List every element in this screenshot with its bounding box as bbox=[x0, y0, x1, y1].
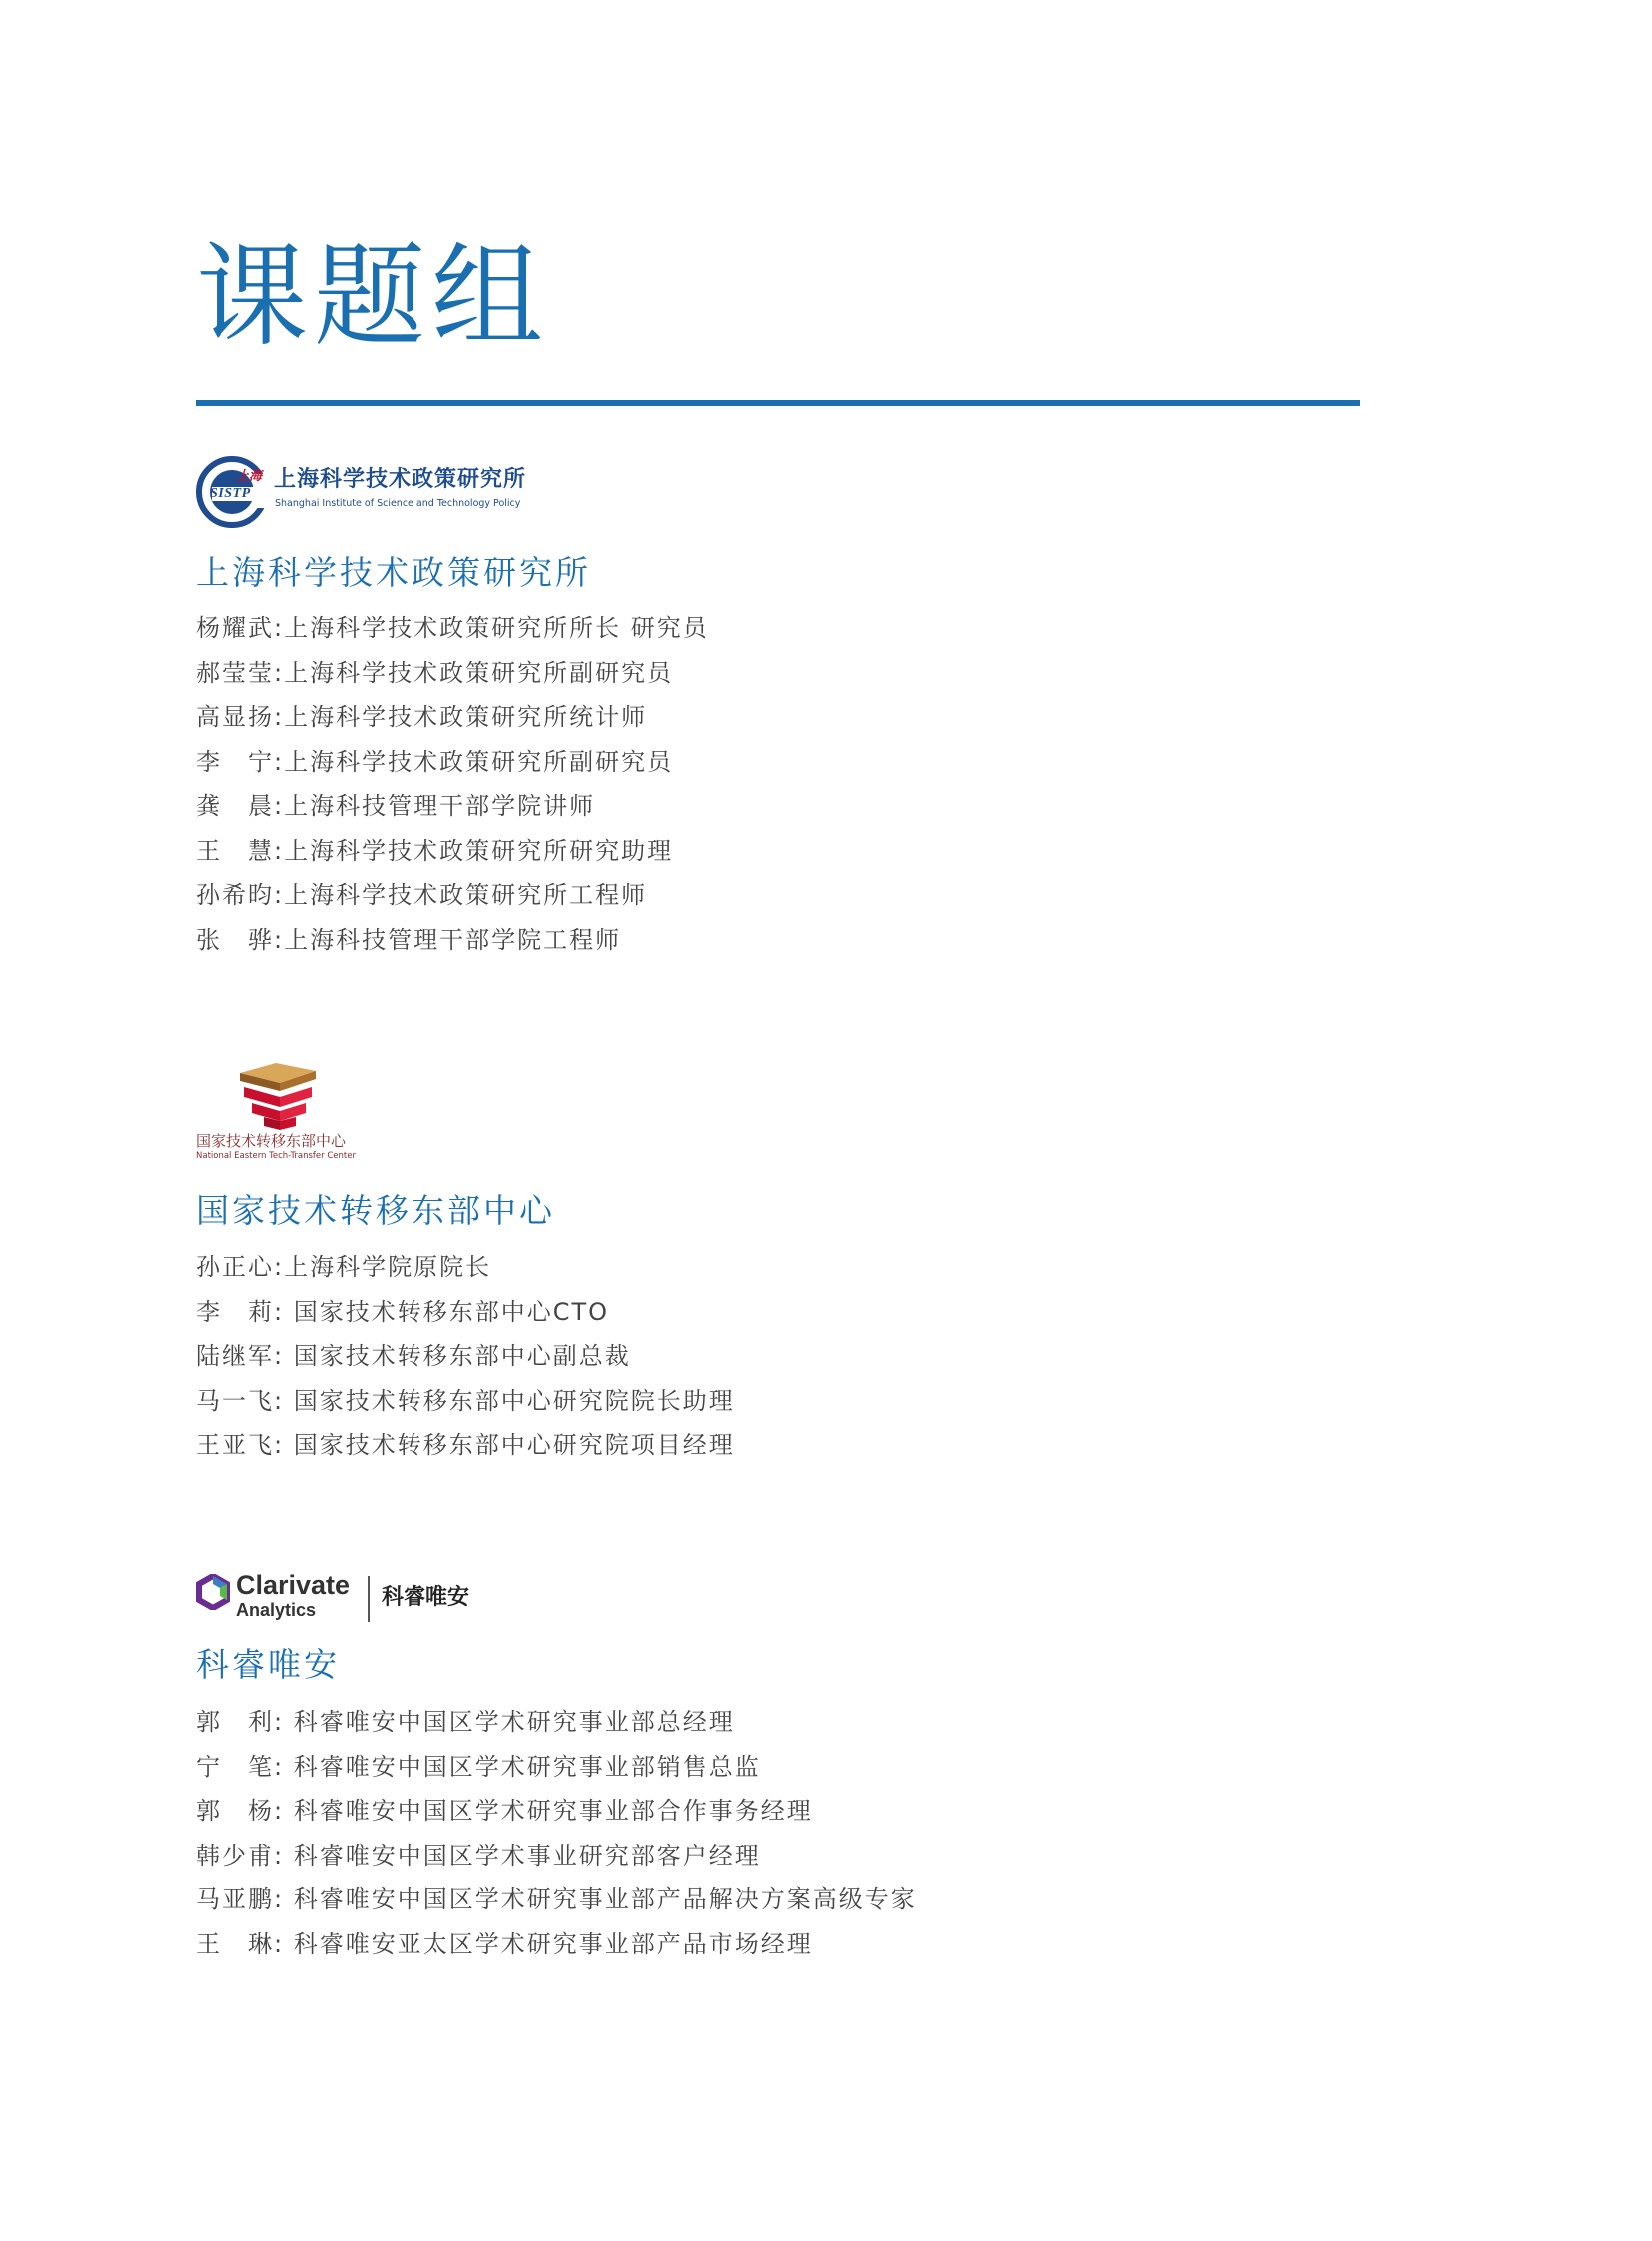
clarivate-brand: Clarivate bbox=[236, 1570, 351, 1600]
clarivate-name-cn: 科睿唯安 bbox=[382, 1585, 470, 1610]
section-heading: 科睿唯安 bbox=[196, 1645, 340, 1684]
member-item: 王 慧:上海科学技术政策研究所研究助理 bbox=[196, 836, 674, 865]
member-list bbox=[196, 1245, 735, 1468]
member-item: 张 骅:上海科技管理干部学院工程师 bbox=[196, 925, 622, 954]
member-item: 郭 利: 科睿唯安中国区学术研究事业部总经理 bbox=[196, 1708, 735, 1736]
member-item: 郝莹莹:上海科学技术政策研究所副研究员 bbox=[196, 658, 674, 687]
section-sistp bbox=[196, 454, 1294, 994]
member-item: 王亚飞: 国家技术转移东部中心研究院项目经理 bbox=[196, 1431, 735, 1459]
clarivate-logo bbox=[196, 1570, 495, 1626]
sistp-badge-abbr: SISTP bbox=[210, 486, 251, 501]
logo-divider bbox=[368, 1576, 370, 1622]
member-item: 李 宁:上海科学技术政策研究所副研究员 bbox=[196, 747, 674, 776]
member-list bbox=[196, 1700, 917, 1966]
clarivate-sub: Analytics bbox=[236, 1600, 317, 1620]
member-item: 杨耀武:上海科学技术政策研究所所长 研究员 bbox=[196, 614, 709, 642]
member-item: 马一飞: 国家技术转移东部中心研究院院长助理 bbox=[196, 1386, 735, 1415]
member-item: 马亚鹏: 科睿唯安中国区学术研究事业部产品解决方案高级专家 bbox=[196, 1885, 917, 1913]
member-item: 孙希昀:上海科学技术政策研究所工程师 bbox=[196, 881, 648, 909]
clarivate-mark-icon bbox=[196, 1574, 230, 1610]
title-divider bbox=[196, 400, 1360, 406]
nettc-logo bbox=[196, 1061, 396, 1170]
sistp-name-cn: 上海科学技术政策研究所 bbox=[274, 467, 527, 492]
section-heading: 上海科学技术政策研究所 bbox=[196, 553, 591, 592]
member-item: 李 莉: 国家技术转移东部中心CTO bbox=[196, 1297, 610, 1326]
member-item: 宁 笔: 科睿唯安中国区学术研究事业部销售总监 bbox=[196, 1752, 761, 1781]
member-item: 龚 晨:上海科技管理干部学院讲师 bbox=[196, 792, 596, 820]
member-item: 高显扬:上海科学技术政策研究所统计师 bbox=[196, 703, 648, 731]
sistp-logo bbox=[196, 454, 555, 530]
section-clarivate bbox=[196, 1570, 1294, 1989]
member-item: 孙正心:上海科学院原院长 bbox=[196, 1253, 492, 1281]
nettc-name-en: National Eastern Tech-Transfer Center bbox=[196, 1151, 356, 1161]
page-title: 课题组 bbox=[196, 232, 549, 362]
section-nettc bbox=[196, 1061, 1294, 1480]
sistp-badge-text: 上海 bbox=[236, 469, 263, 484]
member-list bbox=[196, 606, 709, 962]
member-item: 韩少甫: 科睿唯安中国区学术事业研究部客户经理 bbox=[196, 1841, 761, 1869]
section-heading: 国家技术转移东部中心 bbox=[196, 1191, 555, 1230]
sistp-name-en: Shanghai Institute of Science and Technology Policy bbox=[275, 498, 521, 509]
nettc-emblem-icon bbox=[236, 1061, 326, 1132]
member-item: 王 琳: 科睿唯安亚太区学术研究事业部产品市场经理 bbox=[196, 1929, 813, 1958]
member-item: 郭 杨: 科睿唯安中国区学术研究事业部合作事务经理 bbox=[196, 1797, 813, 1825]
member-item: 陆继军: 国家技术转移东部中心副总裁 bbox=[196, 1342, 631, 1370]
nettc-name-cn: 国家技术转移东部中心 bbox=[196, 1132, 347, 1150]
